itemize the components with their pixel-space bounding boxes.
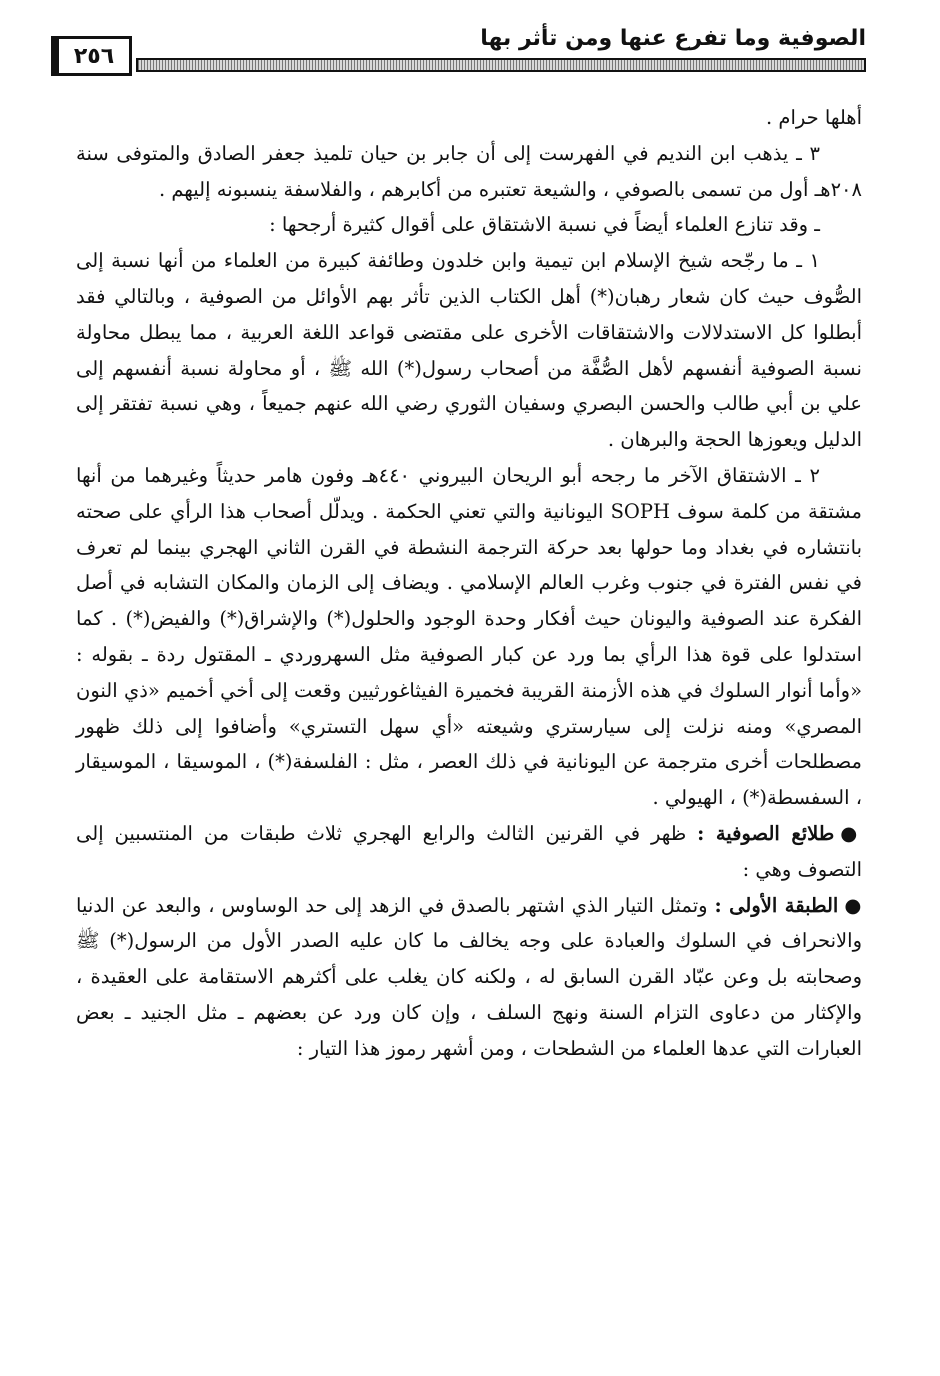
section-heading-sufi-vanguards: طلائع الصوفية :	[697, 821, 835, 845]
paragraph-derivation-intro: ـ وقد تنازع العلماء أيضاً في نسبة الاشتقاق على أقوال كثيرة أرجحها :	[269, 213, 820, 237]
paragraph-sufi-vanguards	[76, 816, 862, 888]
paragraph-point-3: ٣ ـ يذهب ابن النديم في الفهرست إلى أن جابر بن حيان تلميذ جعفر الصادق والمتوفى سنة ٢٠٨هـ أول من تسمى بالصوفي ، والشيعة تعتبره من أكابرهم ، والفلاسفة ينسبونه إليهم .	[76, 141, 862, 201]
paragraph-derivation-2: ٢ ـ الاشتقاق الآخر ما رجحه أبو الريحان البيروني ٤٤٠هـ وفون هامر حديثاً وغيرهما من أنها مشتقة من كلمة سوف SOPH اليونانية والتي تعني الحكمة . ويدلّل أصحاب هذا الرأي على صحته بانتشاره في بغداد وما حولها بعد حركة الترجمة النشطة في القرن الثاني الهجري بينما لم تعرف في نفس الفترة في جنوب وغرب العالم الإسلامي . ويضاف إلى الزمان والمكان التشابه في أصل الفكرة عند الصوفية واليونان حيث أفكار وحدة الوجود والحلول(*) والإشراق(*) والفيض(*) . كما استدلوا على قوة هذا الرأي بما ورد عن كبار الصوفية مثل السهروردي ـ المقتول ردة ـ بقوله : «وأما أنوار السلوك في هذه الأزمنة القريبة فخميرة الفيثاغورثيين وقعت إلى أخي أخميم «ذي النون المصري» ومنه نزلت إلى سيارستري وشيعته «أي سهل التستري» وأضافوا إلى ذلك ظهور مصطلحات أخرى مترجمة عن اليونانية في ذلك العصر ، مثل : الفلسفة(*) ، الموسيقا ، الموسيقار ، السفسطة(*) ، الهيولي .	[76, 463, 862, 810]
page-body	[76, 100, 862, 1067]
section-heading-first-class: الطبقة الأولى :	[714, 893, 839, 917]
page-header	[56, 24, 866, 72]
paragraph-derivation-1: ١ ـ ما رجّحه شيخ الإسلام ابن تيمية وابن خلدون وطائفة كبيرة من العلماء من أنها نسبة إلى الصُّوف حيث كان شعار رهبان(*) أهل الكتاب الذين تأثر بهم الأوائل من الصوفية ، وبالتالي فقد أبطلوا كل الاستدلالات والاشتقاقات الأخرى على مقتضى قواعد اللغة العربية ، مما يبطل محاولة نسبة الصوفية أنفسهم لأهل الصُّفَّة من أصحاب رسول(*) الله ﷺ ، أو محاولة نسبة أنفسهم إلى علي بن أبي طالب والحسن البصري وسفيان الثوري رضي الله عنهم جميعاً ، وهي نسبة تفتقر إلى الدليل ويعوزها الحجة والبرهان .	[76, 249, 862, 452]
running-title: الصوفية وما تفرع عنها ومن تأثر بها	[480, 26, 866, 51]
bullet-icon: ●	[840, 821, 862, 845]
section-text-sufi-vanguards: ظهر في القرنين الثالث والرابع الهجري ثلاث طبقات من المنتسبين إلى التصوف وهي :	[76, 821, 862, 881]
bullet-icon: ●	[844, 893, 863, 917]
section-text-first-class: وتمثل التيار الذي اشتهر بالصدق في الزهد إلى حد الوساوس ، والبعد عن الدنيا والانحراف في السلوك والعبادة على وجه يخالف ما كان عليه الصدر الأول من الرسول(*) ﷺ وصحابته بل وعن عبّاد القرن السابق له ، ولكنه كان يغلب على أكثرهم الاستقامة على العقيدة ، والإكثار من دعاوى التزام السنة ونهج السلف ، وإن كان ورد عن بعضهم ـ مثل الجنيد ـ بعض العبارات التي عدها العلماء من الشطحات ، ومن أشهر رموز هذا التيار :	[76, 893, 862, 1060]
paragraph-first-class	[76, 888, 862, 1067]
page-number: ٢٥٦	[56, 36, 132, 76]
paragraph-continuation: أهلها حرام .	[766, 106, 862, 129]
header-rule-band	[136, 58, 866, 72]
